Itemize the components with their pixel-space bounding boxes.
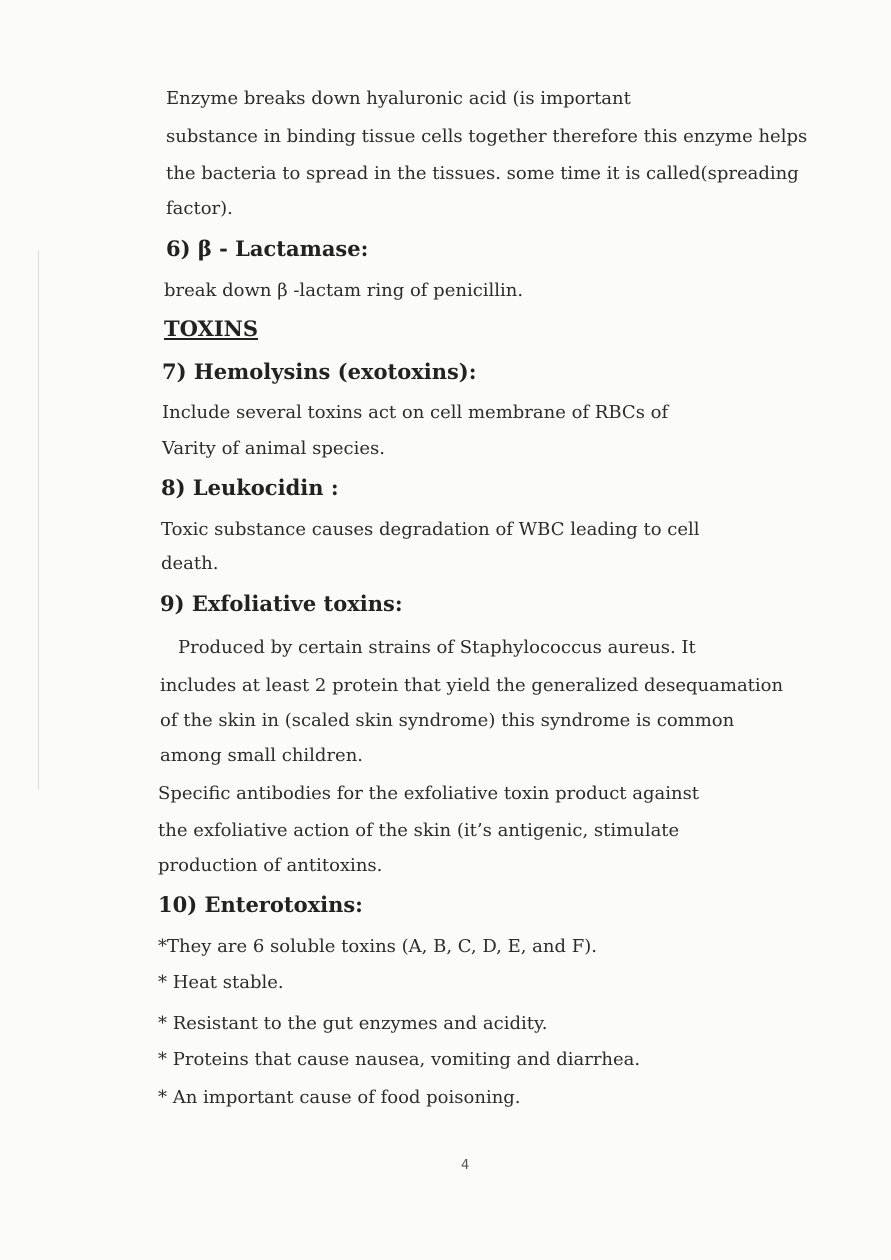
exfoliative-line-4: among small children. — [160, 745, 364, 766]
enterotoxins-item: *They are 6 soluble toxins (A, B, C, D, E, and F). — [158, 936, 597, 957]
exfoliative-line-7: production of antitoxins. — [158, 855, 383, 876]
hemolysins-line-2: Varity of animal species. — [162, 438, 386, 459]
exfoliative-line-2: includes at least 2 protein that yield the generalized desequamation — [160, 675, 784, 696]
hyaluronidase-line-2: substance in binding tissue cells together therefore this enzyme helps — [166, 126, 808, 147]
hyaluronidase-line-3: the bacteria to spread in the tissues. some time it is called(spreading — [166, 163, 799, 184]
toxins-heading: TOXINS — [164, 316, 259, 341]
hyaluronidase-line-1: Enzyme breaks down hyaluronic acid (is important — [166, 88, 631, 109]
enterotoxins-item: * An important cause of food poisoning. — [158, 1087, 521, 1108]
hyaluronidase-line-4: factor). — [166, 198, 233, 219]
hemolysins-line-1: Include several toxins act on cell membrane of RBCs of — [162, 402, 669, 423]
leukocidin-line-1: Toxic substance causes degradation of WBC leading to cell — [161, 519, 700, 540]
exfoliative-line-6: the exfoliative action of the skin (it’s antigenic, stimulate — [158, 820, 680, 841]
lactamase-line-1: break down β -lactam ring of penicillin. — [164, 280, 524, 301]
exfoliative-heading: 9) Exfoliative toxins: — [160, 591, 403, 616]
enterotoxins-heading: 10) Enterotoxins: — [158, 892, 363, 917]
enterotoxins-item: * Proteins that cause nausea, vomiting and diarrhea. — [158, 1049, 641, 1070]
scan-edge-mark — [38, 250, 39, 790]
hemolysins-heading: 7) Hemolysins (exotoxins): — [162, 359, 477, 384]
enterotoxins-item: * Resistant to the gut enzymes and acidity. — [158, 1013, 548, 1034]
enterotoxins-item: * Heat stable. — [158, 972, 284, 993]
exfoliative-line-5: Specific antibodies for the exfoliative toxin product against — [158, 783, 700, 804]
leukocidin-line-2: death. — [161, 553, 219, 574]
exfoliative-line-1: Produced by certain strains of Staphylococcus aureus. It — [178, 637, 696, 658]
page-number: 4 — [461, 1158, 470, 1173]
leukocidin-heading: 8) Leukocidin : — [161, 475, 339, 500]
lactamase-heading: 6) β - Lactamase: — [166, 236, 369, 261]
exfoliative-line-3: of the skin in (scaled skin syndrome) this syndrome is common — [160, 710, 735, 731]
